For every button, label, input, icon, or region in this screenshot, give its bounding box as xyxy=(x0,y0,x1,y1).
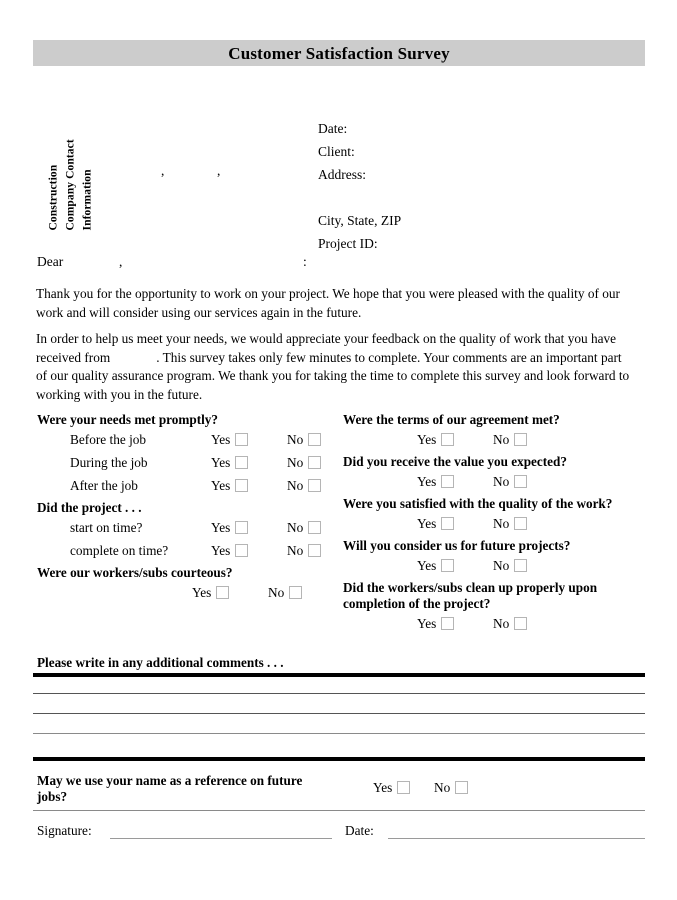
checkbox-no[interactable] xyxy=(514,433,527,446)
checkbox-no[interactable] xyxy=(308,433,321,446)
company-address-comma-1: , xyxy=(161,163,165,178)
answer-yes-during-the-job[interactable] xyxy=(211,451,248,474)
checkbox-yes[interactable] xyxy=(235,544,248,557)
checkbox-no[interactable] xyxy=(514,475,527,488)
answer-no-after-the-job[interactable] xyxy=(287,474,321,497)
checkbox-yes[interactable] xyxy=(235,479,248,492)
client-field-label: Client: xyxy=(318,144,355,159)
comments-top-rule xyxy=(33,673,645,677)
checkbox-no[interactable] xyxy=(308,479,321,492)
answer-no-complete-on-time[interactable] xyxy=(287,539,321,562)
client-info-block xyxy=(318,117,618,255)
answer-no-reference[interactable] xyxy=(434,781,468,794)
answer-yes-terms-of-agreement-met[interactable] xyxy=(417,428,454,451)
subquestion-start-on-time xyxy=(37,516,337,539)
answer-yes-complete-on-time[interactable] xyxy=(211,539,248,562)
answer-no-consider-future-projects[interactable] xyxy=(493,554,527,577)
yes-label: Yes xyxy=(417,515,437,531)
title-banner xyxy=(33,40,645,66)
reference-question-block xyxy=(37,773,327,805)
answer-no-terms-of-agreement-met[interactable] xyxy=(493,428,527,451)
address-blank-line xyxy=(318,186,618,209)
salutation-dear: Dear xyxy=(37,254,64,269)
subquestion-complete-on-time xyxy=(37,539,337,562)
checkbox-no[interactable] xyxy=(514,559,527,572)
checkbox-yes[interactable] xyxy=(441,433,454,446)
yes-label: Yes xyxy=(211,542,231,558)
no-label: No xyxy=(493,557,510,573)
answer-yes-cleaned-up-properly[interactable] xyxy=(417,612,454,635)
signature-label: Signature: xyxy=(37,823,92,838)
intro-paragraph: Thank you for the opportunity to work on your project. We hope that you were pleased with the quality of our work and will consider using our services again in the future. xyxy=(36,286,620,320)
checkbox-yes[interactable] xyxy=(441,475,454,488)
answer-row-workers-courteous xyxy=(37,581,337,604)
comments-writing-line-3[interactable] xyxy=(33,733,645,734)
company-block-line-3: Information xyxy=(81,168,94,230)
answer-no-workers-courteous[interactable] xyxy=(268,581,302,604)
checkbox-yes[interactable] xyxy=(441,617,454,630)
subquestion-label: After the job xyxy=(70,478,138,493)
checkbox-no[interactable] xyxy=(308,544,321,557)
left-question-column xyxy=(37,412,337,604)
question-did-the-project: Did the project . . . xyxy=(37,500,142,515)
request-paragraph-part-2: . This survey takes only few minutes to complete. Your comments are an important part of our quality assurance program. We thank you for taking the time to complete this survey and look forward to working with you in the future. xyxy=(36,349,630,402)
answer-yes-before-the-job[interactable] xyxy=(211,428,248,451)
checkbox-yes[interactable] xyxy=(216,586,229,599)
no-label: No xyxy=(493,515,510,531)
answer-row-terms-of-agreement-met xyxy=(343,428,643,451)
address-field-label: Address: xyxy=(318,167,366,182)
yes-label: Yes xyxy=(211,519,231,535)
answer-no-satisfied-with-quality[interactable] xyxy=(493,512,527,535)
subquestion-during-the-job xyxy=(37,451,337,474)
subquestion-label: start on time? xyxy=(70,520,143,535)
no-label: No xyxy=(268,584,285,600)
yes-label: Yes xyxy=(417,557,437,573)
answer-no-before-the-job[interactable] xyxy=(287,428,321,451)
request-paragraph xyxy=(36,330,632,404)
reference-bottom-rule xyxy=(33,810,645,811)
salutation-colon: : xyxy=(303,254,307,269)
no-label: No xyxy=(493,473,510,489)
city-state-zip-label: City, State, ZIP xyxy=(318,213,402,228)
answer-no-received-value-expected[interactable] xyxy=(493,470,527,493)
right-question-column xyxy=(343,412,643,635)
no-label: No xyxy=(287,431,304,447)
comments-heading: Please write in any additional comments . . . xyxy=(37,655,284,670)
company-block-line-1: Construction xyxy=(47,164,60,230)
answer-yes-start-on-time[interactable] xyxy=(211,516,248,539)
answer-no-cleaned-up-properly[interactable] xyxy=(493,612,527,635)
checkbox-no[interactable] xyxy=(514,517,527,530)
reference-question-label: May we use your name as a reference on future jobs? xyxy=(37,773,303,804)
checkbox-yes[interactable] xyxy=(235,456,248,469)
subquestion-label: During the job xyxy=(70,455,148,470)
no-label: No xyxy=(287,542,304,558)
yes-label: Yes xyxy=(211,454,231,470)
subquestion-after-the-job xyxy=(37,474,337,497)
no-label: No xyxy=(493,431,510,447)
answer-yes-workers-courteous[interactable] xyxy=(192,581,229,604)
checkbox-yes[interactable] xyxy=(441,559,454,572)
yes-label: Yes xyxy=(192,584,212,600)
answer-row-satisfied-with-quality xyxy=(343,512,643,535)
question-needs-met-promptly: Were your needs met promptly? xyxy=(37,412,218,427)
answer-row-cleaned-up-properly xyxy=(343,612,643,635)
subquestion-before-the-job xyxy=(37,428,337,451)
answer-yes-received-value-expected[interactable] xyxy=(417,470,454,493)
checkbox-yes[interactable] xyxy=(235,521,248,534)
request-paragraph-part-1: In order to help us meet your needs, we would appreciate your feedback on the quality of work that you have received from xyxy=(36,331,617,365)
answer-yes-reference[interactable] xyxy=(373,781,410,794)
yes-label: Yes xyxy=(211,431,231,447)
no-label: No xyxy=(287,454,304,470)
no-label: No xyxy=(493,615,510,631)
checkbox-no[interactable] xyxy=(308,456,321,469)
subquestion-label: complete on time? xyxy=(70,543,169,558)
comments-writing-line-2[interactable] xyxy=(33,713,645,714)
checkbox-no[interactable] xyxy=(289,586,302,599)
question-terms-of-agreement-met: Were the terms of our agreement met? xyxy=(343,412,560,427)
question-received-value-expected: Did you receive the value you expected? xyxy=(343,454,567,469)
date-field-label: Date: xyxy=(318,121,348,136)
company-block-line-2: Company Contact xyxy=(64,138,77,230)
yes-label: Yes xyxy=(373,780,393,795)
checkbox-yes[interactable] xyxy=(235,433,248,446)
checkbox-no[interactable] xyxy=(308,521,321,534)
checkbox-no[interactable] xyxy=(455,781,468,794)
question-cleaned-up-properly: Did the workers/subs clean up properly upon completion of the project? xyxy=(343,580,598,611)
company-address-comma-2: , xyxy=(217,163,221,178)
answer-no-during-the-job[interactable] xyxy=(287,451,321,474)
signature-date-input-line[interactable] xyxy=(388,838,645,839)
answer-yes-after-the-job[interactable] xyxy=(211,474,248,497)
question-consider-future-projects: Will you consider us for future projects? xyxy=(343,538,571,553)
signature-date-label: Date: xyxy=(345,823,374,838)
yes-label: Yes xyxy=(417,473,437,489)
company-contact-block xyxy=(46,120,104,230)
subquestion-label: Before the job xyxy=(70,432,147,447)
yes-label: Yes xyxy=(417,615,437,631)
checkbox-yes[interactable] xyxy=(441,517,454,530)
no-label: No xyxy=(287,477,304,493)
answer-row-received-value-expected xyxy=(343,470,643,493)
signature-input-line[interactable] xyxy=(110,838,332,839)
yes-label: Yes xyxy=(211,477,231,493)
yes-label: Yes xyxy=(417,431,437,447)
comments-writing-line-1[interactable] xyxy=(33,693,645,694)
no-label: No xyxy=(434,780,451,795)
page-title: Customer Satisfaction Survey xyxy=(228,43,450,63)
answer-yes-consider-future-projects[interactable] xyxy=(417,554,454,577)
question-satisfied-with-quality: Were you satisfied with the quality of the work? xyxy=(343,496,613,511)
question-workers-courteous: Were our workers/subs courteous? xyxy=(37,565,233,580)
comments-bottom-rule xyxy=(33,757,645,761)
checkbox-yes[interactable] xyxy=(397,781,410,794)
checkbox-no[interactable] xyxy=(514,617,527,630)
answer-no-start-on-time[interactable] xyxy=(287,516,321,539)
no-label: No xyxy=(287,519,304,535)
answer-row-consider-future-projects xyxy=(343,554,643,577)
project-id-label: Project ID: xyxy=(318,236,378,251)
answer-yes-satisfied-with-quality[interactable] xyxy=(417,512,454,535)
salutation-comma: , xyxy=(119,254,123,269)
